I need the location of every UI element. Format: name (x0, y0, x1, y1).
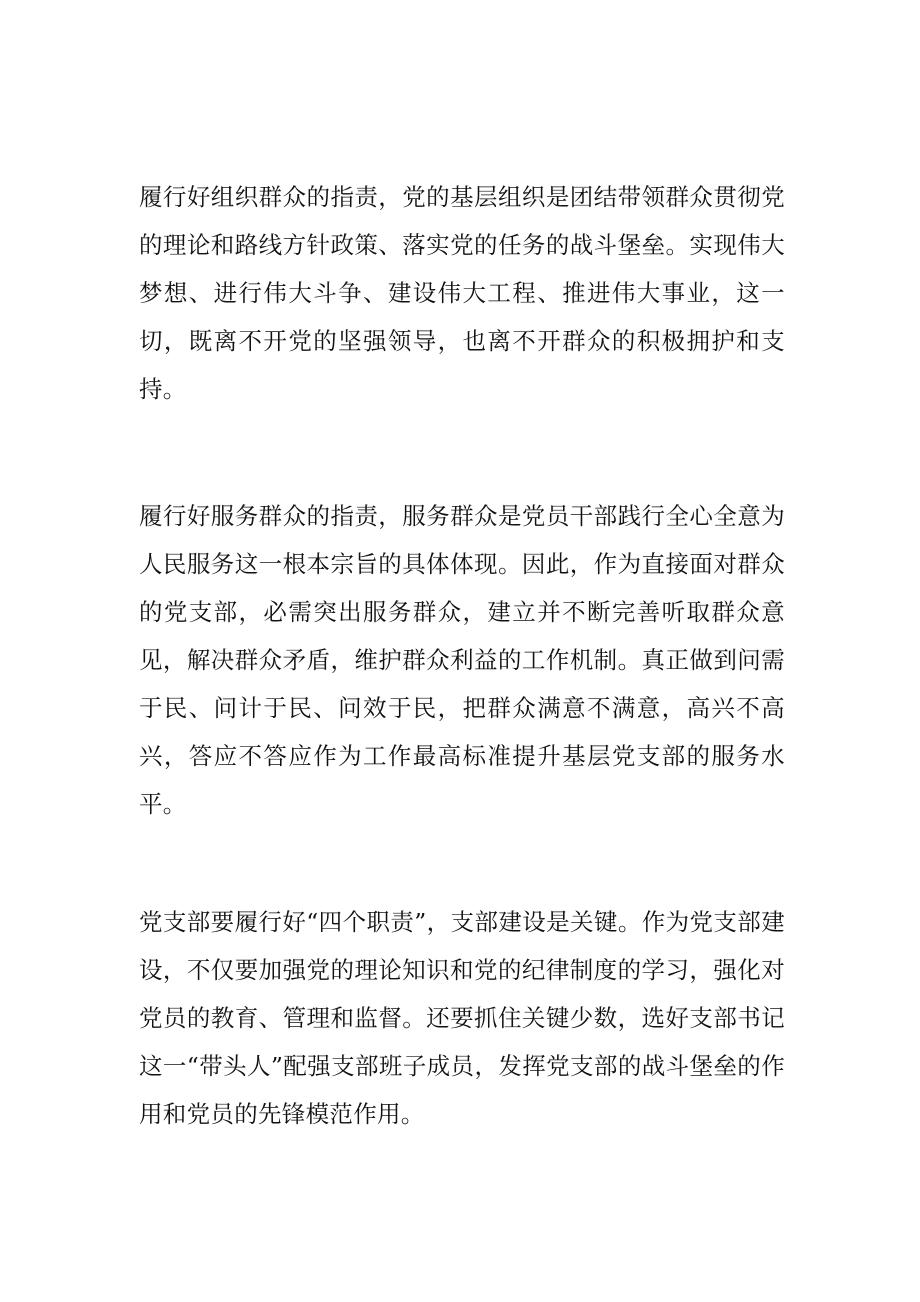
paragraph-branch-building: 党支部要履行好“四个职责”，支部建设是关键。作为党支部建设，不仅要加强党的理论知识和党的纪律制度的学习，强化对党员的教育、管理和监督。还要抓住关键少数，选好支部书记这一“带头人”配强支部班子成员，发挥党支部的战斗堡垒的作用和党员的先锋模范作用。 (139, 908, 785, 1128)
paragraph-serve-masses: 履行好服务群众的指责，服务群众是党员干部践行全心全意为人民服务这一根本宗旨的具体体现。因此，作为直接面对群众的党支部，必需突出服务群众，建立并不断完善听取群众意见，解决群众矛盾，维护群众利益的工作机制。真正做到问需于民、问计于民、问效于民，把群众满意不满意，高兴不高兴，答应不答应作为工作最高标准提升基层党支部的服务水平。 (139, 502, 785, 818)
paragraph-organize-masses: 履行好组织群众的指责，党的基层组织是团结带领群众贯彻党的理论和路线方针政策、落实党的任务的战斗堡垒。实现伟大梦想、进行伟大斗争、建设伟大工程、推进伟大事业，这一切，既离不开党的坚强领导，也离不开群众的积极拥护和支持。 (139, 183, 785, 403)
